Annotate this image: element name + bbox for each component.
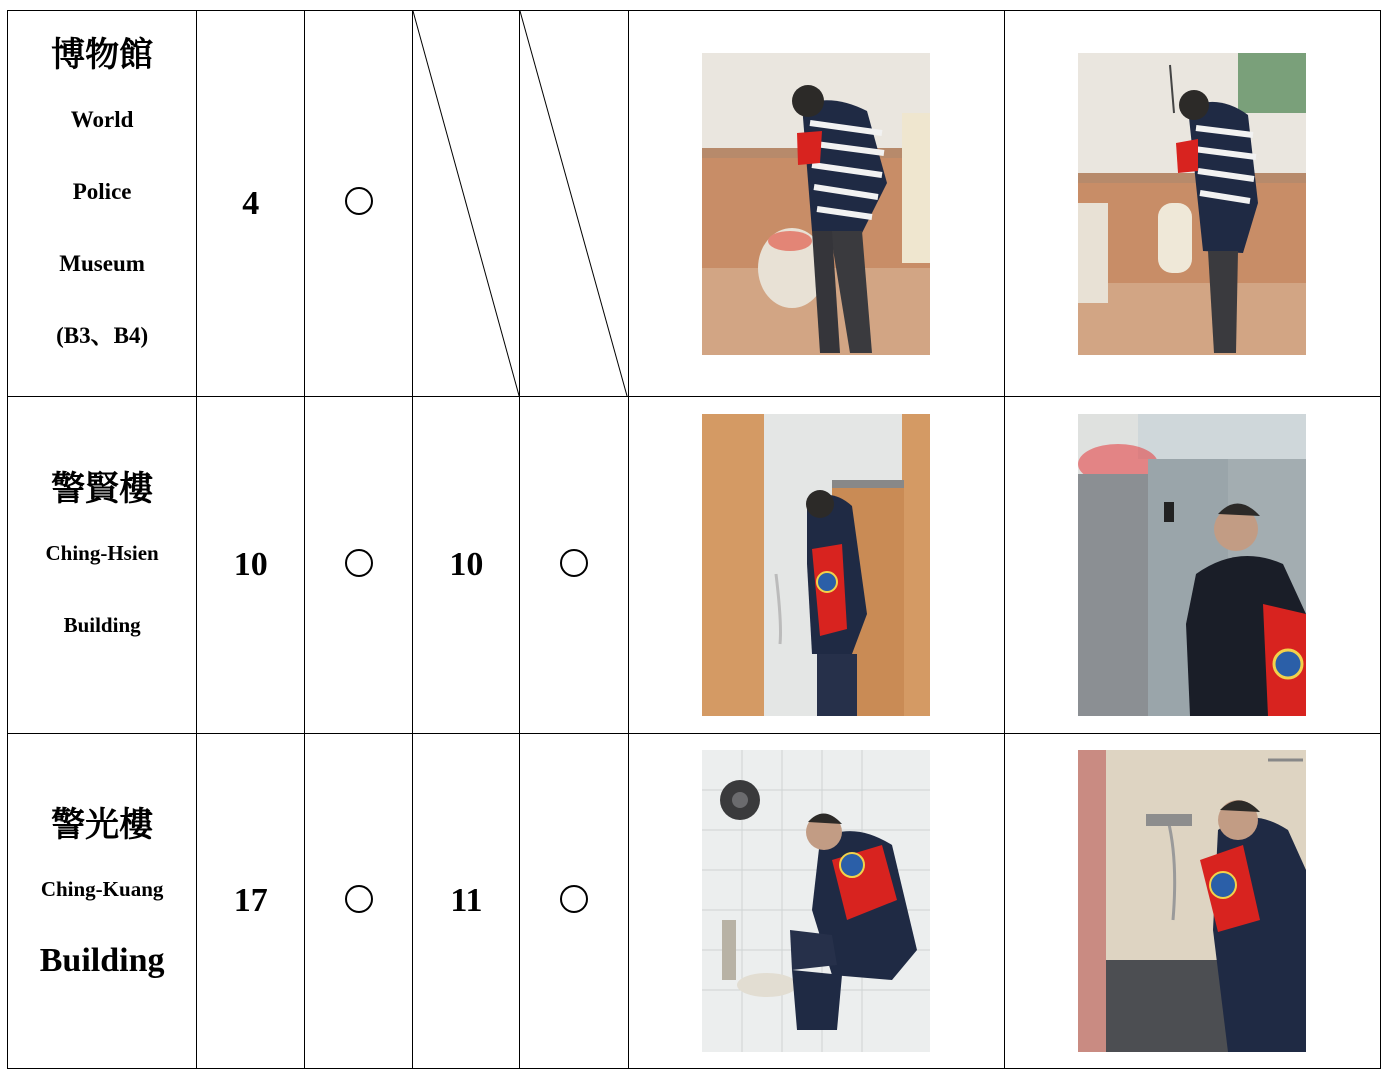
table-row [8, 11, 1381, 397]
photo-cell [1004, 734, 1380, 1069]
photo-cell [1004, 11, 1380, 397]
location-name-zh: 警光樓 [51, 804, 154, 845]
location-name-en-line: Ching-Hsien [45, 541, 159, 566]
inspector-checking-shower-photo [702, 414, 930, 716]
location-name-en-line: Museum [59, 250, 145, 276]
status-cell [520, 397, 628, 734]
location-name-en-line: Building [39, 942, 165, 980]
circle-mark-icon [345, 885, 373, 913]
location-name-en-line: Building [63, 613, 141, 638]
count-cell [413, 397, 520, 734]
location-cell [8, 734, 197, 1069]
count-cell [197, 11, 305, 397]
status-cell [520, 734, 628, 1069]
diagonal-slash-icon [520, 11, 627, 396]
inspection-table [7, 10, 1381, 1069]
photo-cell [628, 734, 1004, 1069]
count-value: 10 [233, 546, 268, 583]
circle-mark-icon [560, 549, 588, 577]
count-cell [197, 734, 305, 1069]
photo-cell [628, 397, 1004, 734]
photo-cell [1004, 397, 1380, 734]
circle-mark-icon [345, 187, 373, 215]
inspector-crouching-squat-toilet-photo [702, 750, 930, 1052]
count-value: 10 [449, 546, 484, 583]
inspector-checking-urinal-photo [1078, 53, 1306, 355]
location-name-en-line: (B3、B4) [56, 322, 149, 348]
count-cell [413, 734, 520, 1069]
location-cell [8, 397, 197, 734]
circle-mark-icon [560, 885, 588, 913]
not-applicable-cell [413, 11, 520, 397]
inspector-checking-shower-stall-photo [1078, 750, 1306, 1052]
location-name-zh: 警賢樓 [51, 468, 154, 509]
status-cell [305, 397, 413, 734]
photo-cell [628, 11, 1004, 397]
location-cell [8, 11, 197, 397]
location-name-en-line: World [70, 106, 134, 132]
location-name-en-line: Police [72, 178, 132, 204]
location-name-en-line: Ching-Kuang [40, 877, 164, 902]
status-cell [305, 11, 413, 397]
count-value: 11 [450, 882, 483, 919]
table-row [8, 397, 1381, 734]
inspector-checking-toilet-photo [702, 53, 930, 355]
count-value: 4 [242, 184, 260, 222]
inspector-scanning-ceiling-photo [1078, 414, 1306, 716]
count-value: 17 [233, 882, 268, 919]
not-applicable-cell [520, 11, 628, 397]
table-row [8, 734, 1381, 1069]
status-cell [305, 734, 413, 1069]
circle-mark-icon [345, 549, 373, 577]
diagonal-slash-icon [413, 11, 519, 396]
count-cell [197, 397, 305, 734]
location-name-zh: 博物館 [51, 35, 154, 76]
